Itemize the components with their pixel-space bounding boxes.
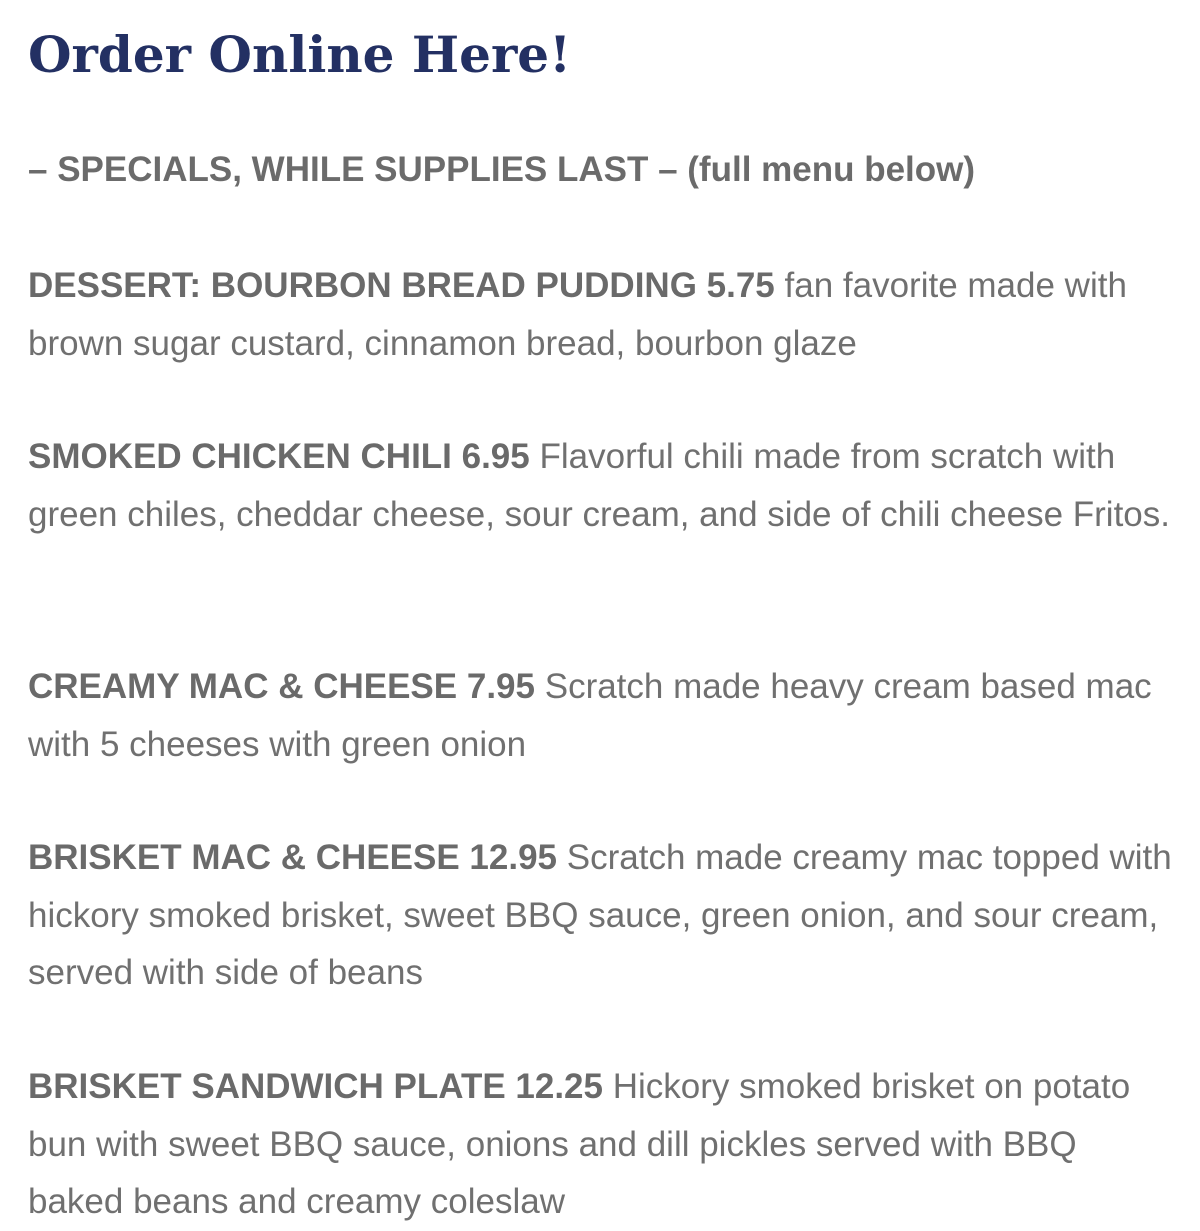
page-title[interactable]: Order Online Here!: [28, 25, 572, 84]
menu-item: [28, 658, 1178, 773]
menu-item-description: fan favorite made with brown sugar custard, cinnamon bread, bourbon glaze: [28, 266, 1127, 363]
menu-item-name: SMOKED CHICKEN CHILI 6.95: [28, 437, 530, 476]
menu-item-description: Flavorful chili made from scratch with green chiles, cheddar cheese, sour cream, and side of chili cheese Fritos.: [28, 437, 1170, 534]
menu-item-description: Scratch made heavy cream based mac with 5 cheeses with green onion: [28, 667, 1152, 764]
menu-item: [28, 1058, 1178, 1231]
menu-item: [28, 829, 1178, 1002]
menu-item-description: Hickory smoked brisket on potato bun with sweet BBQ sauce, onions and dill pickles served with BBQ baked beans and creamy coleslaw: [28, 1067, 1131, 1221]
menu-item-name: DESSERT: BOURBON BREAD PUDDING 5.75: [28, 266, 775, 305]
menu-item-name: BRISKET SANDWICH PLATE 12.25: [28, 1067, 603, 1106]
menu-item: [28, 428, 1178, 543]
menu-item-name: CREAMY MAC & CHEESE 7.95: [28, 667, 535, 706]
specials-subhead: – SPECIALS, WHILE SUPPLIES LAST – (full menu below): [28, 150, 976, 189]
menu-item: [28, 257, 1178, 372]
menu-item-name: BRISKET MAC & CHEESE 12.95: [28, 838, 558, 877]
menu-item-description: Scratch made creamy mac topped with hickory smoked brisket, sweet BBQ sauce, green onion, and sour cream, served with side of beans: [28, 838, 1172, 992]
